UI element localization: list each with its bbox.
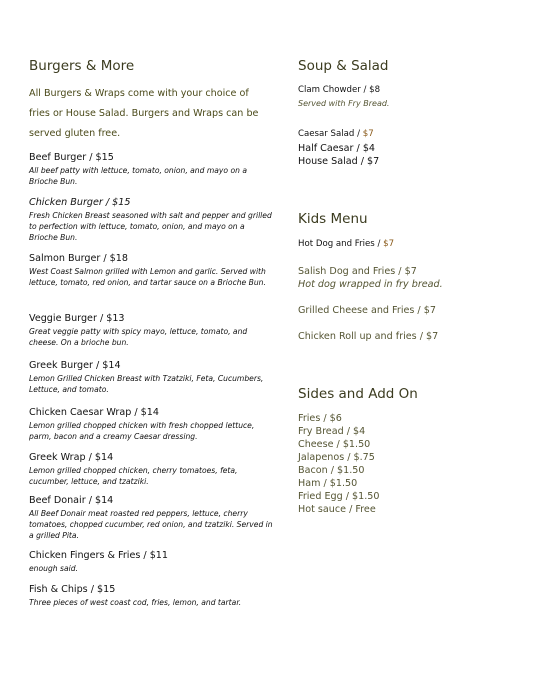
side-item-cheese: Cheese / $1.50 bbox=[298, 439, 371, 450]
clam-chowder-note: Served with Fry Bread. bbox=[298, 99, 390, 108]
item-description: Lemon grilled chopped chicken, cherry tomatoes, feta, cucumber, lettuce, and tzatziki. bbox=[29, 466, 238, 486]
hotdog-label: Hot Dog and Fries / bbox=[298, 239, 384, 249]
item-name: Chicken Fingers & Fries / $11 bbox=[29, 550, 169, 561]
side-item-ham: Ham / $1.50 bbox=[298, 478, 358, 489]
item-name: Chicken Burger / $15 bbox=[29, 197, 131, 208]
item-name: Salmon Burger / $18 bbox=[29, 253, 128, 264]
side-item-fried-egg: Fried Egg / $1.50 bbox=[298, 491, 380, 502]
item-name: Beef Burger / $15 bbox=[29, 152, 114, 163]
grilled-cheese-item: Grilled Cheese and Fries / $7 bbox=[298, 305, 436, 316]
item-description: Lemon grilled chopped chicken with fresh chopped lettuce, parm, bacon and a creamy Caesar dressing. bbox=[29, 421, 255, 441]
menu-item-salmon-burger bbox=[29, 252, 274, 288]
item-description: enough said. bbox=[29, 564, 78, 573]
side-item-jalapenos: Jalapenos / $.75 bbox=[298, 452, 375, 463]
side-item-fries: Fries / $6 bbox=[298, 413, 342, 424]
clam-chowder-item: Clam Chowder / $8 bbox=[298, 85, 381, 95]
menu-item-veggie-burger bbox=[29, 312, 274, 348]
item-description: West Coast Salmon grilled with Lemon and garlic. Served with lettuce, tomato, red onion, and tartar sauce on a Brioche Bun. bbox=[29, 267, 266, 287]
menu-item-chicken-burger bbox=[29, 196, 274, 243]
menu-item-beef-donair bbox=[29, 494, 274, 541]
burgers-section-title: Burgers & More bbox=[29, 58, 135, 74]
salish-dog-note: Hot dog wrapped in fry bread. bbox=[298, 279, 443, 290]
item-name: Greek Wrap / $14 bbox=[29, 452, 114, 463]
item-description: All Beef Donair meat roasted red peppers, lettuce, cherry tomatoes, chopped cucumber, red onion, and tzatziki. Served in a grilled Pita. bbox=[29, 509, 273, 540]
item-name: Fish & Chips / $15 bbox=[29, 584, 116, 595]
item-name: Chicken Caesar Wrap / $14 bbox=[29, 407, 159, 418]
menu-item-chicken-fingers bbox=[29, 549, 274, 574]
house-salad-item: House Salad / $7 bbox=[298, 156, 380, 167]
item-name: Veggie Burger / $13 bbox=[29, 313, 125, 324]
soup-section-title: Soup & Salad bbox=[298, 58, 389, 74]
menu-item-fish-chips bbox=[29, 583, 274, 608]
menu-item-greek-wrap bbox=[29, 451, 274, 487]
salish-dog-item: Salish Dog and Fries / $7 bbox=[298, 266, 417, 277]
caesar-salad-item bbox=[298, 128, 374, 141]
item-description: All beef patty with lettuce, tomato, onion, and mayo on a Brioche Bun. bbox=[29, 166, 247, 186]
item-description: Lemon Grilled Chicken Breast with Tzatziki, Feta, Cucumbers, Lettuce, and tomato. bbox=[29, 374, 264, 394]
half-caesar-item: Half Caesar / $4 bbox=[298, 143, 376, 154]
burgers-intro: All Burgers & Wraps come with your choice of fries or House Salad. Burgers and Wraps can be served gluten free. bbox=[29, 88, 259, 139]
sides-section-title: Sides and Add On bbox=[298, 386, 418, 402]
hotdog-item bbox=[298, 238, 394, 251]
chicken-roll-item: Chicken Roll up and fries / $7 bbox=[298, 331, 439, 342]
item-description: Three pieces of west coast cod, fries, lemon, and tartar. bbox=[29, 598, 242, 607]
item-description: Great veggie patty with spicy mayo, lettuce, tomato, and cheese. On a brioche bun. bbox=[29, 327, 248, 347]
item-name: Beef Donair / $14 bbox=[29, 495, 114, 506]
side-item-fry-bread: Fry Bread / $4 bbox=[298, 426, 366, 437]
kids-section-title: Kids Menu bbox=[298, 211, 368, 227]
caesar-salad-label: Caesar Salad / bbox=[298, 129, 363, 139]
menu-item-chicken-caesar-wrap bbox=[29, 406, 274, 442]
caesar-salad-price: $7 bbox=[362, 129, 374, 139]
menu-item-greek-burger bbox=[29, 359, 274, 395]
side-item-hot-sauce: Hot sauce / Free bbox=[298, 504, 376, 515]
menu-item-beef-burger bbox=[29, 151, 274, 187]
hotdog-price: $7 bbox=[383, 239, 395, 249]
item-name: Greek Burger / $14 bbox=[29, 360, 121, 371]
side-item-bacon: Bacon / $1.50 bbox=[298, 465, 365, 476]
item-description: Fresh Chicken Breast seasoned with salt and pepper and grilled to perfection with lettuce, tomato, onion, and mayo on a Brioche Bun. bbox=[29, 211, 272, 242]
